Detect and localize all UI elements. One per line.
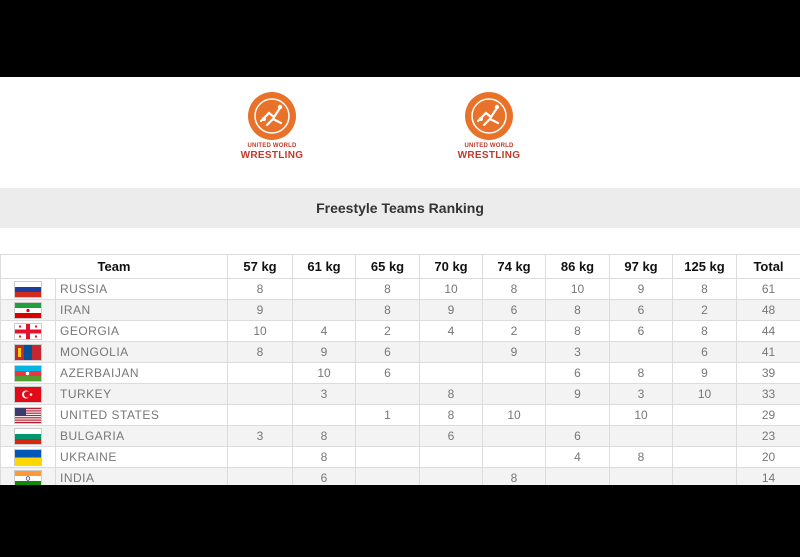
india-flag-icon [14, 470, 42, 486]
cell-total: 23 [737, 426, 800, 447]
cell-total: 33 [737, 384, 800, 405]
cell-total: 61 [737, 279, 800, 300]
flag-cell [1, 300, 56, 321]
cell-74kg [483, 384, 546, 405]
logo-bar [0, 77, 800, 187]
cell-total: 29 [737, 405, 800, 426]
cell-total: 44 [737, 321, 800, 342]
cell-125kg: 6 [673, 342, 737, 363]
cell-74kg: 8 [483, 279, 546, 300]
team-name: BULGARIA [56, 426, 228, 447]
table-row [1, 468, 800, 486]
cell-61kg: 3 [293, 384, 356, 405]
flag-cell [1, 342, 56, 363]
cell-total: 20 [737, 447, 800, 468]
cell-70kg [420, 468, 483, 486]
team-name: UKRAINE [56, 447, 228, 468]
cell-86kg [546, 468, 610, 486]
col-header-86kg: 86 kg [546, 255, 610, 279]
col-header-70kg: 70 kg [420, 255, 483, 279]
cell-125kg: 8 [673, 321, 737, 342]
cell-70kg [420, 363, 483, 384]
table-row [1, 447, 800, 468]
cell-61kg [293, 405, 356, 426]
cell-57kg: 10 [228, 321, 293, 342]
cell-97kg: 9 [610, 279, 673, 300]
table-row [1, 279, 800, 300]
cell-97kg: 8 [610, 447, 673, 468]
logo-line1: UNITED WORLD [247, 143, 297, 149]
cell-86kg: 8 [546, 321, 610, 342]
cell-125kg [673, 426, 737, 447]
cell-65kg [356, 468, 420, 486]
cell-97kg [610, 342, 673, 363]
russia-flag-icon [14, 281, 42, 298]
georgia-flag-icon [14, 323, 42, 340]
cell-57kg [228, 405, 293, 426]
table-header-row [1, 255, 800, 279]
cell-125kg: 10 [673, 384, 737, 405]
cell-74kg: 9 [483, 342, 546, 363]
table-row [1, 363, 800, 384]
cell-65kg: 1 [356, 405, 420, 426]
cell-total: 41 [737, 342, 800, 363]
team-name: TURKEY [56, 384, 228, 405]
flag-cell [1, 321, 56, 342]
cell-97kg: 8 [610, 363, 673, 384]
cell-61kg: 10 [293, 363, 356, 384]
logo-line2: WRESTLING [457, 150, 521, 161]
cell-97kg [610, 426, 673, 447]
uww-emblem-icon [247, 91, 297, 141]
page [0, 77, 800, 485]
cell-125kg [673, 468, 737, 486]
col-header-97kg: 97 kg [610, 255, 673, 279]
cell-61kg: 8 [293, 426, 356, 447]
table-row [1, 405, 800, 426]
cell-86kg: 8 [546, 300, 610, 321]
cell-65kg: 6 [356, 342, 420, 363]
table-row [1, 384, 800, 405]
cell-65kg: 8 [356, 279, 420, 300]
cell-61kg: 9 [293, 342, 356, 363]
cell-65kg [356, 384, 420, 405]
cell-57kg [228, 447, 293, 468]
col-header-57kg: 57 kg [228, 255, 293, 279]
cell-125kg [673, 405, 737, 426]
col-header-125kg: 125 kg [673, 255, 737, 279]
cell-61kg: 6 [293, 468, 356, 486]
cell-86kg: 9 [546, 384, 610, 405]
cell-70kg: 9 [420, 300, 483, 321]
cell-97kg: 3 [610, 384, 673, 405]
cell-97kg: 6 [610, 300, 673, 321]
cell-57kg: 9 [228, 300, 293, 321]
cell-70kg: 6 [420, 426, 483, 447]
cell-65kg: 6 [356, 363, 420, 384]
flag-cell [1, 279, 56, 300]
team-name: INDIA [56, 468, 228, 486]
cell-61kg [293, 300, 356, 321]
flag-cell [1, 405, 56, 426]
cell-57kg [228, 384, 293, 405]
team-name: UNITED STATES [56, 405, 228, 426]
cell-total: 39 [737, 363, 800, 384]
cell-61kg [293, 279, 356, 300]
cell-65kg [356, 426, 420, 447]
cell-70kg: 10 [420, 279, 483, 300]
cell-57kg: 8 [228, 342, 293, 363]
cell-74kg [483, 447, 546, 468]
cell-70kg: 8 [420, 405, 483, 426]
cell-86kg: 3 [546, 342, 610, 363]
mongolia-flag-icon [14, 344, 42, 361]
bulgaria-flag-icon [14, 428, 42, 445]
table-row [1, 321, 800, 342]
team-name: AZERBAIJAN [56, 363, 228, 384]
azerbaijan-flag-icon [14, 365, 42, 382]
cell-74kg: 2 [483, 321, 546, 342]
ukraine-flag-icon [14, 449, 42, 466]
cell-125kg: 9 [673, 363, 737, 384]
cell-65kg: 8 [356, 300, 420, 321]
iran-flag-icon [14, 302, 42, 319]
logo-line1: UNITED WORLD [464, 143, 514, 149]
cell-97kg: 6 [610, 321, 673, 342]
col-header-total: Total [737, 255, 800, 279]
cell-86kg: 6 [546, 426, 610, 447]
col-header-61kg: 61 kg [293, 255, 356, 279]
uww-emblem-icon [464, 91, 514, 141]
flag-cell [1, 426, 56, 447]
cell-61kg: 4 [293, 321, 356, 342]
cell-65kg [356, 447, 420, 468]
team-name: MONGOLIA [56, 342, 228, 363]
cell-125kg: 2 [673, 300, 737, 321]
col-header-74kg: 74 kg [483, 255, 546, 279]
cell-86kg: 10 [546, 279, 610, 300]
cell-86kg [546, 405, 610, 426]
team-name: RUSSIA [56, 279, 228, 300]
ranking-title: Freestyle Teams Ranking [0, 188, 800, 228]
cell-57kg: 8 [228, 279, 293, 300]
ranking-table-body [1, 279, 800, 486]
uww-logo-right [449, 91, 529, 161]
cell-57kg [228, 468, 293, 486]
flag-cell [1, 384, 56, 405]
usa-flag-icon [14, 407, 42, 424]
cell-57kg [228, 363, 293, 384]
cell-97kg [610, 468, 673, 486]
flag-cell [1, 468, 56, 486]
cell-86kg: 4 [546, 447, 610, 468]
cell-86kg: 6 [546, 363, 610, 384]
col-header-65kg: 65 kg [356, 255, 420, 279]
cell-74kg: 6 [483, 300, 546, 321]
cell-57kg: 3 [228, 426, 293, 447]
cell-70kg: 8 [420, 384, 483, 405]
cell-61kg: 8 [293, 447, 356, 468]
table-row [1, 300, 800, 321]
cell-97kg: 10 [610, 405, 673, 426]
cell-125kg [673, 447, 737, 468]
cell-74kg [483, 426, 546, 447]
cell-70kg [420, 447, 483, 468]
team-name: GEORGIA [56, 321, 228, 342]
flag-cell [1, 447, 56, 468]
team-name: IRAN [56, 300, 228, 321]
cell-74kg: 10 [483, 405, 546, 426]
table-row [1, 342, 800, 363]
cell-65kg: 2 [356, 321, 420, 342]
table-row [1, 426, 800, 447]
cell-70kg: 4 [420, 321, 483, 342]
ranking-table [0, 254, 800, 485]
cell-125kg: 8 [673, 279, 737, 300]
logo-line2: WRESTLING [240, 150, 304, 161]
cell-total: 14 [737, 468, 800, 486]
cell-total: 48 [737, 300, 800, 321]
cell-70kg [420, 342, 483, 363]
flag-cell [1, 363, 56, 384]
uww-logo-left [232, 91, 312, 161]
cell-74kg: 8 [483, 468, 546, 486]
cell-74kg [483, 363, 546, 384]
col-header-team: Team [1, 255, 228, 279]
turkey-flag-icon [14, 386, 42, 403]
